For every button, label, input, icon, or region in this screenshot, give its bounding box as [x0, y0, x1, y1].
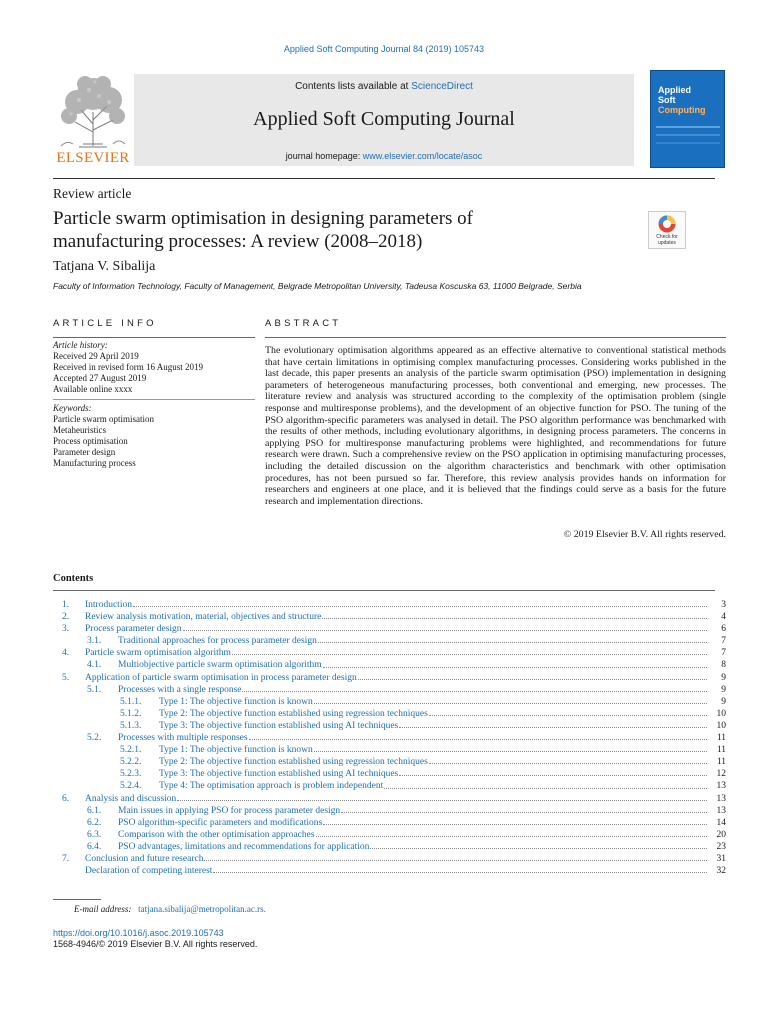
toc-entry-page: 9 — [721, 684, 726, 695]
toc-leader-dots — [429, 756, 707, 764]
toc-entry-page: 9 — [721, 672, 726, 683]
cover-decoration — [656, 134, 720, 136]
toc-entry[interactable] — [53, 696, 726, 708]
toc-entry-number: 6. — [62, 793, 70, 804]
toc-entry-title[interactable]: Type 3: The objective function established using AI techniques — [159, 769, 399, 780]
cover-title-line: Computing — [658, 105, 706, 115]
issn-copyright: 1568-4946/© 2019 Elsevier B.V. All rights reserved. — [53, 939, 258, 949]
homepage-prefix: journal homepage: — [285, 151, 363, 161]
keyword: Manufacturing process — [53, 458, 136, 468]
journal-header-box — [134, 74, 634, 166]
article-info — [53, 340, 255, 469]
toc-entry[interactable] — [53, 659, 726, 671]
history-item: Received in revised form 16 August 2019 — [53, 362, 203, 372]
toc-entry[interactable] — [53, 780, 726, 792]
toc-entry[interactable] — [53, 708, 726, 720]
toc-entry-title[interactable]: PSO algorithm-specific parameters and modifications — [118, 817, 323, 828]
toc-leader-dots — [429, 708, 707, 716]
toc-entry-number: 5.1. — [87, 684, 102, 695]
toc-entry-title[interactable]: Multiobjective particle swarm optimisation algorithm — [118, 660, 322, 671]
toc-leader-dots — [399, 768, 707, 776]
cover-decoration — [656, 142, 720, 144]
paper-title-line: Particle swarm optimisation in designing parameters of — [53, 208, 474, 229]
toc-entry-page: 14 — [716, 817, 726, 828]
toc-entry[interactable] — [53, 793, 726, 805]
toc-entry-number: 3.1. — [87, 636, 102, 647]
toc-entry[interactable] — [53, 672, 726, 684]
email-link[interactable]: tatjana.sibalija@metropolitan.ac.rs. — [138, 904, 266, 914]
toc-entry-number: 5.2. — [87, 733, 102, 744]
toc-entry-title[interactable]: Processes with multiple responses — [118, 733, 248, 744]
toc-entry-number: 5.2.4. — [120, 781, 142, 792]
toc-entry-title[interactable]: PSO advantages, limitations and recommendations for application — [118, 841, 370, 852]
toc-leader-dots — [183, 623, 707, 631]
contents-heading: Contents — [53, 573, 94, 584]
toc-entry-title[interactable]: Introduction — [85, 600, 132, 610]
contents-available-line — [134, 81, 634, 92]
toc-entry-page: 8 — [721, 660, 726, 671]
toc-entry-page: 11 — [716, 745, 726, 756]
contents-prefix: Contents lists available at — [295, 81, 412, 92]
toc-entry-page: 23 — [716, 841, 726, 852]
paper-title — [53, 207, 623, 253]
footnote-divider — [53, 899, 101, 900]
keyword: Parameter design — [53, 447, 116, 457]
tree-icon — [53, 72, 133, 150]
toc-entry[interactable] — [53, 611, 726, 623]
toc-leader-dots — [323, 817, 707, 825]
keywords — [53, 403, 255, 469]
abstract-divider — [265, 337, 726, 338]
toc-entry[interactable] — [53, 732, 726, 744]
toc-leader-dots — [133, 599, 707, 607]
toc-entry-number: 3. — [62, 624, 70, 635]
history-item: Available online xxxx — [53, 384, 133, 394]
author-affiliation: Faculty of Information Technology, Faculty of Management, Belgrade Metropolitan University, Tadeusa Koscuska 63, 11000 Belgrade, Serbia — [53, 281, 582, 291]
toc-leader-dots — [249, 732, 707, 740]
toc-entry-title[interactable]: Main issues in applying PSO for process parameter design — [118, 805, 341, 816]
toc-entry[interactable] — [53, 720, 726, 732]
crossmark-label: Check for updates — [656, 234, 678, 246]
toc-entry[interactable] — [53, 684, 726, 696]
toc-entry[interactable] — [53, 829, 726, 841]
toc-entry-number: 5.2.3. — [120, 769, 142, 780]
toc-entry-title[interactable]: Traditional approaches for process parameter design — [118, 636, 317, 647]
masthead — [53, 72, 715, 168]
elsevier-wordmark: ELSEVIER — [56, 150, 130, 166]
toc-leader-dots — [370, 841, 707, 849]
toc-leader-dots — [204, 853, 707, 861]
keyword: Metaheuristics — [53, 425, 106, 435]
toc-entry-number: 7. — [62, 853, 70, 864]
article-info-heading: ARTICLE INFO — [53, 318, 157, 329]
toc-entry-title[interactable]: Processes with a single response — [118, 684, 242, 695]
toc-entry-number: 5.2.1. — [120, 745, 142, 756]
toc-leader-dots — [318, 635, 707, 643]
toc-entry-title[interactable]: Type 1: The objective function is known — [159, 745, 313, 756]
sciencedirect-link[interactable]: ScienceDirect — [411, 81, 473, 92]
toc-entry-page: 12 — [716, 769, 726, 780]
toc-entry-page: 13 — [716, 793, 726, 804]
toc-entry[interactable] — [53, 853, 726, 865]
toc-entry-title[interactable]: Type 2: The objective function established using regression techniques — [159, 757, 428, 768]
toc-entry-number: 6.1. — [87, 805, 102, 816]
abstract-copyright: © 2019 Elsevier B.V. All rights reserved. — [563, 529, 726, 540]
cover-title — [658, 85, 720, 115]
toc-leader-dots — [314, 696, 707, 704]
toc-leader-dots — [323, 659, 707, 667]
toc-entry-title[interactable]: Type 4: The optimisation approach is problem independent — [159, 781, 384, 792]
toc-entry[interactable] — [53, 805, 726, 817]
toc-leader-dots — [314, 744, 707, 752]
toc-entry-title[interactable]: Application of particle swarm optimisation in process parameter design — [85, 672, 357, 683]
toc-leader-dots — [316, 829, 707, 837]
homepage-link[interactable]: www.elsevier.com/locate/asoc — [362, 151, 483, 161]
toc-entry-title[interactable]: Type 1: The objective function is known — [159, 696, 313, 707]
history-item: Received 29 April 2019 — [53, 351, 139, 361]
toc-entry[interactable] — [53, 817, 726, 829]
toc-entry-title[interactable]: Type 3: The objective function established using AI techniques — [159, 720, 399, 731]
toc-entry-title[interactable]: Declaration of competing interest — [85, 866, 213, 877]
toc-entry[interactable] — [53, 635, 726, 647]
journal-cover-thumbnail[interactable] — [650, 70, 725, 168]
toc-entry-page: 4 — [721, 612, 726, 623]
toc-entry[interactable] — [53, 623, 726, 635]
toc-entry-page: 20 — [716, 829, 726, 840]
toc-entry-title[interactable]: Type 2: The objective function established using regression techniques — [159, 708, 428, 719]
header-divider — [53, 178, 715, 179]
toc-leader-dots — [213, 865, 707, 873]
abstract-heading: ABSTRACT — [265, 318, 342, 329]
toc-entry-page: 32 — [716, 866, 726, 877]
article-info-divider — [53, 337, 255, 338]
toc-entry[interactable] — [53, 599, 726, 611]
toc-entry[interactable] — [53, 744, 726, 756]
cover-title-line: Applied — [658, 85, 691, 95]
toc-entry-title[interactable]: Analysis and discussion — [85, 793, 177, 804]
article-history — [53, 340, 255, 395]
keywords-label: Keywords: — [53, 403, 92, 413]
paper-title-line: manufacturing processes: A review (2008–2018) — [53, 231, 423, 252]
toc-entry-page: 11 — [716, 733, 726, 744]
toc-entry-number — [62, 865, 85, 877]
elsevier-logo — [53, 72, 133, 168]
toc-leader-dots — [399, 720, 707, 728]
toc-leader-dots — [177, 793, 707, 801]
journal-reference-link[interactable]: Applied Soft Computing Journal 84 (2019) 105743 — [283, 44, 485, 54]
toc-entry[interactable] — [53, 647, 726, 659]
toc-entry-number: 5.1.3. — [120, 720, 142, 731]
journal-homepage-line — [134, 151, 634, 161]
history-item: Accepted 27 August 2019 — [53, 373, 147, 383]
toc-leader-dots — [322, 611, 707, 619]
toc-entry-number: 4.1. — [87, 660, 102, 671]
toc-leader-dots — [242, 684, 707, 692]
toc-entry-title[interactable]: Process parameter design — [85, 624, 182, 635]
cover-title-line: Soft — [658, 95, 676, 105]
history-label: Article history: — [53, 340, 108, 350]
toc-entry-number: 6.3. — [87, 829, 102, 840]
toc-leader-dots — [358, 672, 707, 680]
journal-title: Applied Soft Computing Journal — [253, 108, 515, 130]
toc-entry-number: 4. — [62, 648, 70, 659]
article-info-divider — [53, 399, 255, 400]
author-name: Tatjana V. Sibalija — [53, 259, 156, 274]
cover-decoration — [656, 126, 720, 128]
keyword: Particle swarm optimisation — [53, 414, 154, 424]
toc-entry[interactable] — [53, 841, 726, 853]
toc-entry-number: 5.1.2. — [120, 708, 142, 719]
toc-leader-dots — [341, 805, 707, 813]
email-footnote — [74, 904, 266, 914]
toc-entry-page: 7 — [721, 636, 726, 647]
keyword: Process optimisation — [53, 436, 128, 446]
toc-entry[interactable] — [53, 865, 726, 877]
abstract-text: The evolutionary optimisation algorithms appeared as an effective alternative to conventional statistical methods that have certain limitations in optimising complex manufacturing processes. Considering works published in the last decade, this paper presents an analysis of the particle swarm optimisation (PSO) implementation in designing parameters of heterogeneous manufacturing processes, both conventional and emerging, new processes. The literature review and analysis was structured according to the complexity of the optimisation problem (single response and multiresponse problems), and the development of an objective function for PSO. The tuning of the PSO algorithm-specific parameters was analysed in detail. The PSO algorithm performance was benchmarked with the results of other methods, including evolutionary algorithms, in designing process parameters. The concerns in applying PSO for multiresponse manufacturing problems were highlighted, and recommendations for future research were drawn. Such a comprehensive review on the PSO application in optimising manufacturing processes, including the detailed discussion on the algorithm characteristics and benchmark with other optimisation procedures, has not been pursued so far. Therefore, this review analysis provides hands on information for researchers and engineers at one place, and it is believed that the findings could serve as a basis for the future research and implementation directions. — [265, 345, 726, 507]
toc-entry-number: 2. — [62, 612, 70, 623]
toc-entry-page: 6 — [721, 624, 726, 635]
toc-entry-title[interactable]: Comparison with the other optimisation approaches — [118, 829, 315, 840]
article-type: Review article — [53, 186, 132, 201]
toc-entry[interactable] — [53, 756, 726, 768]
toc-entry-number: 5. — [62, 672, 70, 683]
toc-leader-dots — [384, 780, 707, 788]
toc-entry-page: 31 — [716, 853, 726, 864]
check-for-updates-badge[interactable] — [648, 211, 686, 249]
toc-entry-page: 13 — [716, 781, 726, 792]
toc-entry-number: 1. — [62, 600, 70, 610]
toc-entry-number: 5.1.1. — [120, 696, 142, 707]
toc-entry-title[interactable]: Conclusion and future research — [85, 853, 204, 864]
toc-entry-page: 3 — [721, 600, 726, 610]
toc-entry-page: 13 — [716, 805, 726, 816]
doi-link[interactable]: https://doi.org/10.1016/j.asoc.2019.105743 — [53, 928, 224, 938]
toc-entry-number: 5.2.2. — [120, 757, 142, 768]
contents-divider — [53, 590, 715, 591]
toc-entry-page: 9 — [721, 696, 726, 707]
toc-entry-page: 7 — [721, 648, 726, 659]
toc-entry-number: 6.2. — [87, 817, 102, 828]
toc-entry-page: 10 — [716, 720, 726, 731]
email-label: E-mail address: — [74, 904, 132, 914]
toc-entry-page: 10 — [716, 708, 726, 719]
toc-entry-number: 6.4. — [87, 841, 102, 852]
toc-leader-dots — [232, 647, 707, 655]
toc-entry-title[interactable]: Particle swarm optimisation algorithm — [85, 648, 231, 659]
toc-entry[interactable] — [53, 768, 726, 780]
toc-entry-title[interactable]: Review analysis motivation, material, objectives and structure — [85, 612, 322, 623]
toc-entry-page: 11 — [716, 757, 726, 768]
table-of-contents — [53, 599, 726, 877]
crossmark-icon — [649, 212, 685, 234]
